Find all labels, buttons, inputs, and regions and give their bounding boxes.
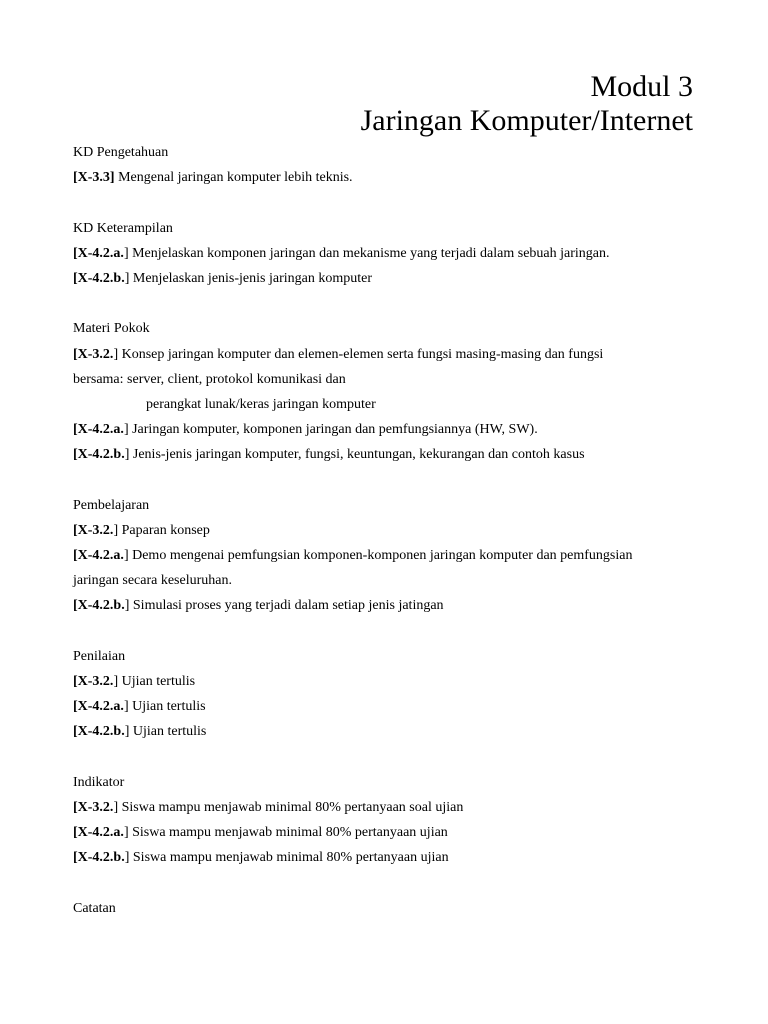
section-heading-penilaian: Penilaian xyxy=(73,648,126,664)
item-continuation: bersama: server, client, protokol komunikasi dan xyxy=(73,371,346,387)
list-item xyxy=(73,845,713,870)
list-item xyxy=(73,694,713,719)
item-text: ] Siswa mampu menjawab minimal 80% pertanyaan soal ujian xyxy=(113,799,464,815)
list-item xyxy=(73,165,713,190)
item-code: [X-4.2.a. xyxy=(73,548,124,563)
item-text: ] Simulasi proses yang terjadi dalam setiap jenis jatingan xyxy=(124,598,444,614)
item-text: ] Menjelaskan jenis-jenis jaringan komputer xyxy=(124,270,372,286)
list-item xyxy=(73,820,713,845)
item-text: ] Jenis-jenis jaringan komputer, fungsi, keuntungan, kekurangan dan contoh kasus xyxy=(124,447,585,463)
item-code: [X-3.3] xyxy=(73,170,115,186)
list-item xyxy=(73,342,713,367)
list-item xyxy=(73,719,713,744)
item-text: ] Paparan konsep xyxy=(113,522,210,538)
item-text: Mengenal jaringan komputer lebih teknis. xyxy=(114,170,353,186)
item-text: ] Demo mengenai pemfungsian komponen-komponen jaringan komputer dan pemfungsian xyxy=(123,548,633,563)
item-code: [X-3.2. xyxy=(73,522,114,538)
list-item xyxy=(73,518,713,543)
item-text: ] Ujian tertulis xyxy=(123,699,206,715)
item-continuation: jaringan secara keseluruhan. xyxy=(73,573,232,589)
list-item xyxy=(73,593,713,618)
item-text: ] Jaringan komputer, komponen jaringan dan pemfungsiannya (HW, SW). xyxy=(123,422,538,438)
module-number: Modul 3 xyxy=(590,70,693,103)
list-item xyxy=(73,241,713,266)
item-continuation: perangkat lunak/keras jaringan komputer xyxy=(146,396,376,412)
item-text: ] Ujian tertulis xyxy=(113,673,196,689)
item-code: [X-4.2.b. xyxy=(73,724,125,740)
item-code: [X-4.2.a. xyxy=(73,245,124,261)
document-body xyxy=(73,140,713,921)
item-text: ] Ujian tertulis xyxy=(124,724,207,740)
item-code: [X-4.2.b. xyxy=(73,850,125,866)
item-text: ] Konsep jaringan komputer dan elemen-elemen serta fungsi masing-masing dan fungsi xyxy=(113,346,604,362)
item-code: [X-3.2. xyxy=(73,673,114,689)
item-text: ] Siswa mampu menjawab minimal 80% pertanyaan ujian xyxy=(123,825,448,841)
item-text: ] Menjelaskan komponen jaringan dan mekanisme yang terjadi dalam sebuah jaringan. xyxy=(123,245,610,261)
item-code: [X-4.2.b. xyxy=(73,270,125,286)
section-heading-materi-pokok: Materi Pokok xyxy=(73,321,150,337)
item-code: [X-4.2.a. xyxy=(73,422,124,438)
item-text: ] Siswa mampu menjawab minimal 80% pertanyaan ujian xyxy=(124,850,449,866)
item-code: [X-3.2. xyxy=(73,346,114,362)
list-item xyxy=(73,543,713,568)
list-item xyxy=(73,795,713,820)
list-item xyxy=(73,669,713,694)
item-code: [X-4.2.b. xyxy=(73,598,125,614)
document-title xyxy=(361,70,693,138)
section-heading-kd-pengetahuan: KD Pengetahuan xyxy=(73,145,169,160)
section-heading-catatan: Catatan xyxy=(73,900,116,916)
item-code: [X-4.2.b. xyxy=(73,447,125,463)
module-title: Jaringan Komputer/Internet xyxy=(360,104,693,137)
list-item xyxy=(73,266,713,291)
list-item xyxy=(73,417,713,442)
section-heading-pembelajaran: Pembelajaran xyxy=(73,497,150,513)
item-code: [X-4.2.a. xyxy=(73,825,124,841)
section-heading-indikator: Indikator xyxy=(73,774,125,790)
section-heading-kd-keterampilan: KD Keterampilan xyxy=(73,220,173,236)
item-code: [X-3.2. xyxy=(73,799,114,815)
list-item xyxy=(73,442,713,467)
item-code: [X-4.2.a. xyxy=(73,699,124,715)
